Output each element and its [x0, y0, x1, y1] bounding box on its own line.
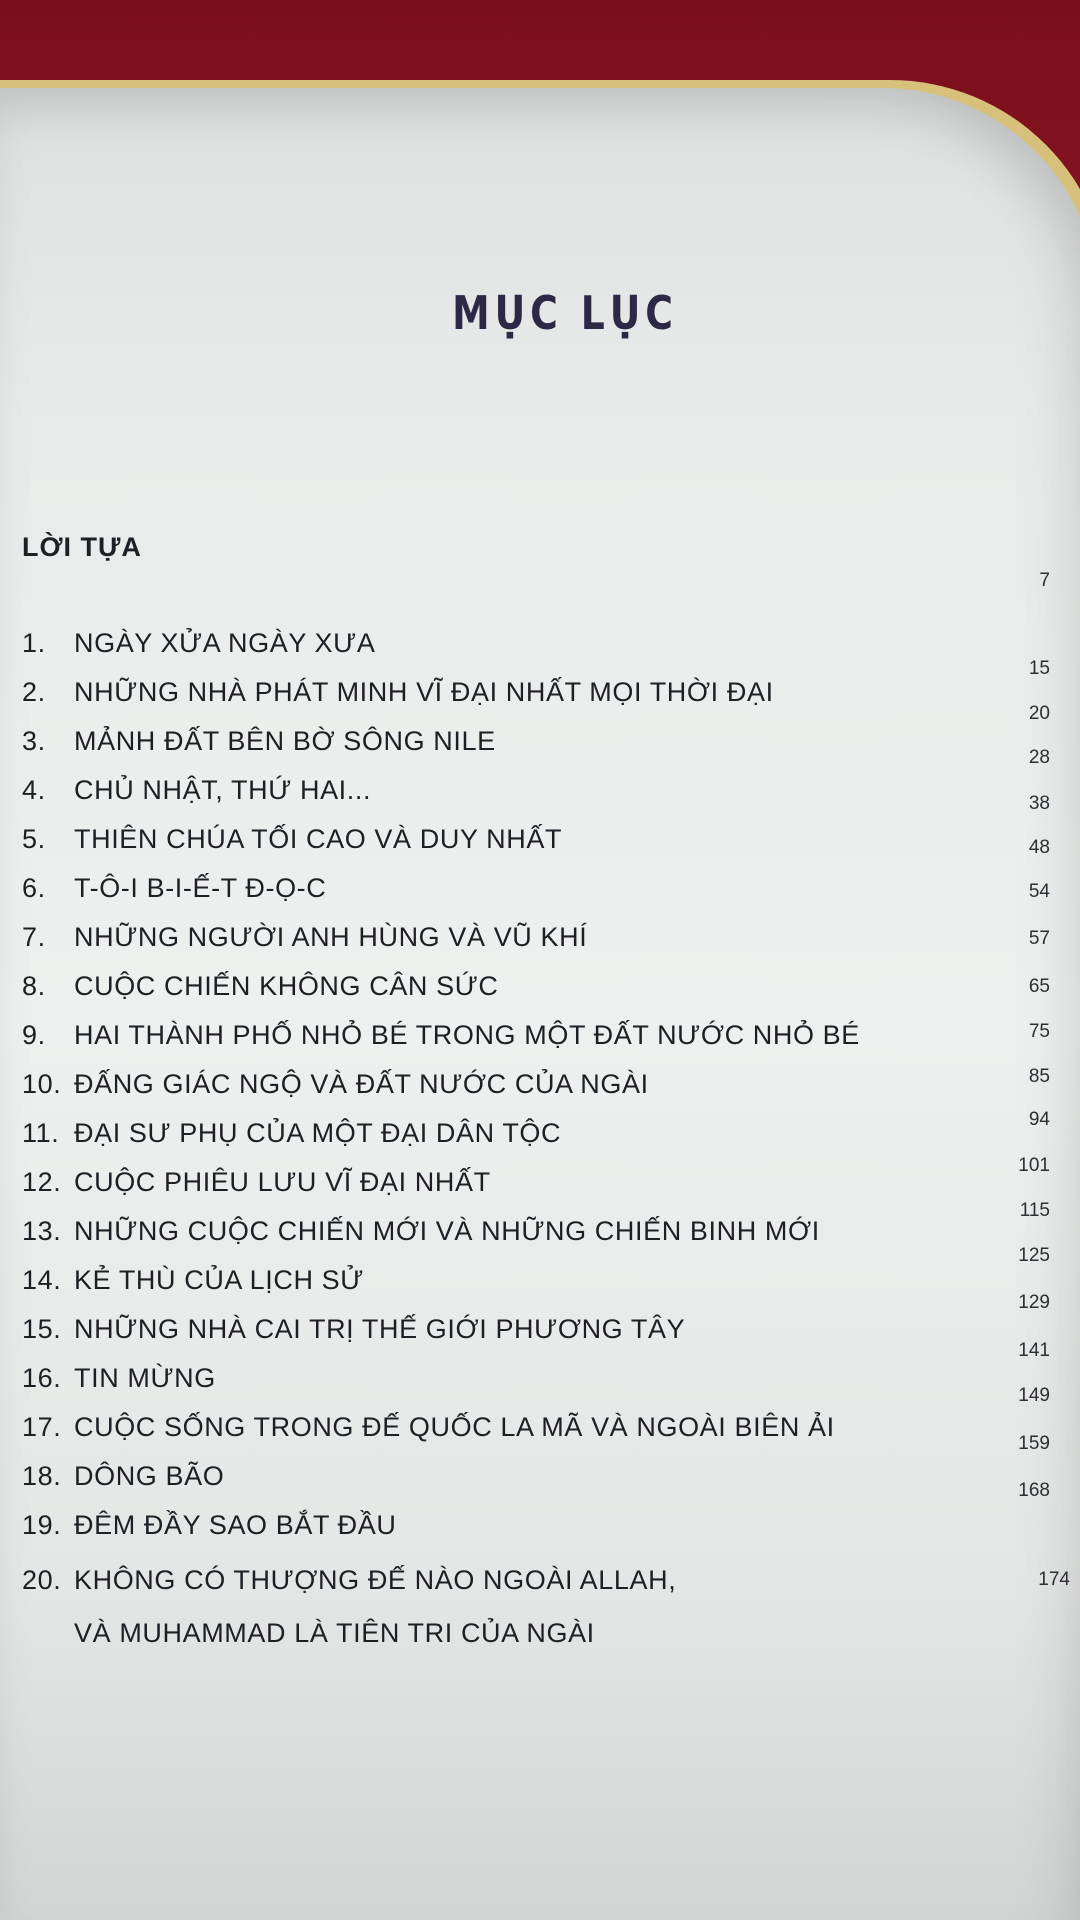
toc-entry-8 — [22, 971, 499, 1002]
toc-entry-title: KẺ THÙ CỦA LỊCH SỬ — [74, 1265, 364, 1295]
toc-entry-19 — [22, 1510, 396, 1541]
toc-entry-title: MẢNH ĐẤT BÊN BỜ SÔNG NILE — [74, 726, 496, 756]
toc-entry-number: 8. — [22, 971, 46, 1001]
toc-entry-number: 19. — [22, 1510, 62, 1540]
toc-entry-number: 3. — [22, 726, 46, 756]
toc-entry-14 — [22, 1265, 364, 1296]
toc-entry-number: 2. — [22, 677, 46, 707]
toc-entry-20 — [22, 1565, 676, 1596]
toc-entry-number: 16. — [22, 1363, 62, 1393]
toc-entry-17 — [22, 1412, 835, 1443]
toc-entry-title: CUỘC PHIÊU LƯU VĨ ĐẠI NHẤT — [74, 1167, 491, 1197]
toc-entry-title: NHỮNG NHÀ CAI TRỊ THẾ GIỚI PHƯƠNG TÂY — [74, 1314, 686, 1344]
toc-entry-14-page: 125 — [1018, 1245, 1050, 1266]
toc-entry-12 — [22, 1167, 491, 1198]
toc-entry-2-page: 20 — [1028, 703, 1050, 724]
toc-entry-5 — [22, 824, 562, 855]
toc-entry-number: 17. — [22, 1412, 62, 1442]
toc-entry-title: DÔNG BÃO — [74, 1461, 225, 1491]
toc-entry-title: ĐẤNG GIÁC NGỘ VÀ ĐẤT NƯỚC CỦA NGÀI — [74, 1069, 649, 1099]
preface-page-number: 7 — [1039, 570, 1050, 591]
toc-entry-number: 12. — [22, 1167, 62, 1197]
toc-entry-18 — [22, 1461, 224, 1492]
toc-entry-number: 11. — [22, 1118, 60, 1148]
toc-entry-title: CUỘC SỐNG TRONG ĐẾ QUỐC LA MÃ VÀ NGOÀI BIÊN ẢI — [74, 1412, 835, 1442]
toc-entry-number: 9. — [22, 1020, 46, 1050]
toc-entry-title: TIN MỪNG — [74, 1363, 216, 1393]
toc-entry-3-page: 28 — [1028, 747, 1050, 768]
toc-entry-number: 6. — [22, 873, 46, 903]
page-title: MỤC LỤC — [452, 286, 678, 340]
toc-entry-3 — [22, 726, 496, 757]
toc-entry-number: 4. — [22, 775, 46, 805]
toc-entry-title: T-Ô-I B-I-Ế-T Đ-Ọ-C — [74, 873, 327, 903]
toc-entry-number: 1. — [22, 628, 46, 658]
toc-entry-title: THIÊN CHÚA TỐI CAO VÀ DUY NHẤT — [74, 824, 563, 854]
toc-entry-6 — [22, 873, 326, 904]
toc-entry-13-page: 115 — [1019, 1200, 1050, 1221]
toc-entry-16-page: 141 — [1018, 1340, 1050, 1361]
toc-entry-4-page: 38 — [1028, 793, 1050, 814]
toc-entry-title: ĐÊM ĐẦY SAO BẮT ĐẦU — [74, 1510, 397, 1540]
toc-entry-6-page: 54 — [1028, 881, 1050, 902]
toc-entry-title: HAI THÀNH PHỐ NHỎ BÉ TRONG MỘT ĐẤT NƯỚC NHỎ BÉ — [74, 1020, 860, 1050]
toc-entry-2 — [22, 677, 774, 708]
toc-entry-number: 18. — [22, 1461, 62, 1491]
preface-label: LỜI TỰA — [22, 532, 142, 562]
toc-entry-11 — [22, 1118, 561, 1149]
toc-entry-title: ĐẠI SƯ PHỤ CỦA MỘT ĐẠI DÂN TỘC — [74, 1118, 562, 1148]
toc-entry-4 — [22, 775, 371, 806]
toc-entry-17-page: 149 — [1018, 1385, 1050, 1406]
toc-entry-title: NGÀY XỬA NGÀY XƯA — [74, 628, 376, 658]
toc-entry-9 — [22, 1020, 860, 1051]
toc-entry-number: 7. — [22, 922, 46, 952]
toc-entry-9-page: 75 — [1028, 1021, 1050, 1042]
toc-entry-title: NHỮNG NHÀ PHÁT MINH VĨ ĐẠI NHẤT MỌI THỜI ĐẠI — [74, 677, 774, 707]
toc-entry-10 — [22, 1069, 649, 1100]
toc-entry-title: CHỦ NHẬT, THỨ HAI... — [74, 775, 372, 805]
toc-entry-15-page: 129 — [1018, 1292, 1050, 1313]
toc-entry-7 — [22, 922, 587, 953]
toc-entry-1-page: 15 — [1028, 658, 1050, 679]
toc-entry-number: 5. — [22, 824, 46, 854]
toc-entry-13 — [22, 1216, 820, 1247]
toc-entry-title: NHỮNG NGƯỜI ANH HÙNG VÀ VŨ KHÍ — [74, 922, 588, 952]
toc-entry-5-page: 48 — [1028, 837, 1050, 858]
toc-entry-15 — [22, 1314, 685, 1345]
toc-entry-19-page: 168 — [1018, 1480, 1050, 1501]
toc-entry-18-page: 159 — [1018, 1433, 1050, 1454]
toc-entry-title: KHÔNG CÓ THƯỢNG ĐẾ NÀO NGOÀI ALLAH, — [74, 1565, 677, 1595]
toc-entry-number: 15. — [22, 1314, 62, 1344]
toc-entry-20-page: 174 — [1038, 1569, 1070, 1590]
toc-entry-number: 13. — [22, 1216, 62, 1246]
toc-entry-1 — [22, 628, 375, 659]
toc-entry-8-page: 65 — [1028, 976, 1050, 997]
toc-entry-16 — [22, 1363, 216, 1394]
toc-entry-11-page: 94 — [1028, 1109, 1050, 1130]
toc-entry-number: 10. — [22, 1069, 62, 1099]
toc-entry-12-page: 101 — [1018, 1155, 1050, 1176]
toc-entry-10-page: 85 — [1028, 1066, 1050, 1087]
toc-entry-7-page: 57 — [1028, 928, 1050, 949]
toc-entry-number: 14. — [22, 1265, 62, 1295]
toc-entry-number: 20. — [22, 1565, 62, 1595]
toc-entry-title: CUỘC CHIẾN KHÔNG CÂN SỨC — [74, 971, 499, 1001]
toc-entry-20-line2: VÀ MUHAMMAD LÀ TIÊN TRI CỦA NGÀI — [74, 1618, 595, 1648]
toc-entry-title: NHỮNG CUỘC CHIẾN MỚI VÀ NHỮNG CHIẾN BINH MỚI — [74, 1216, 820, 1246]
